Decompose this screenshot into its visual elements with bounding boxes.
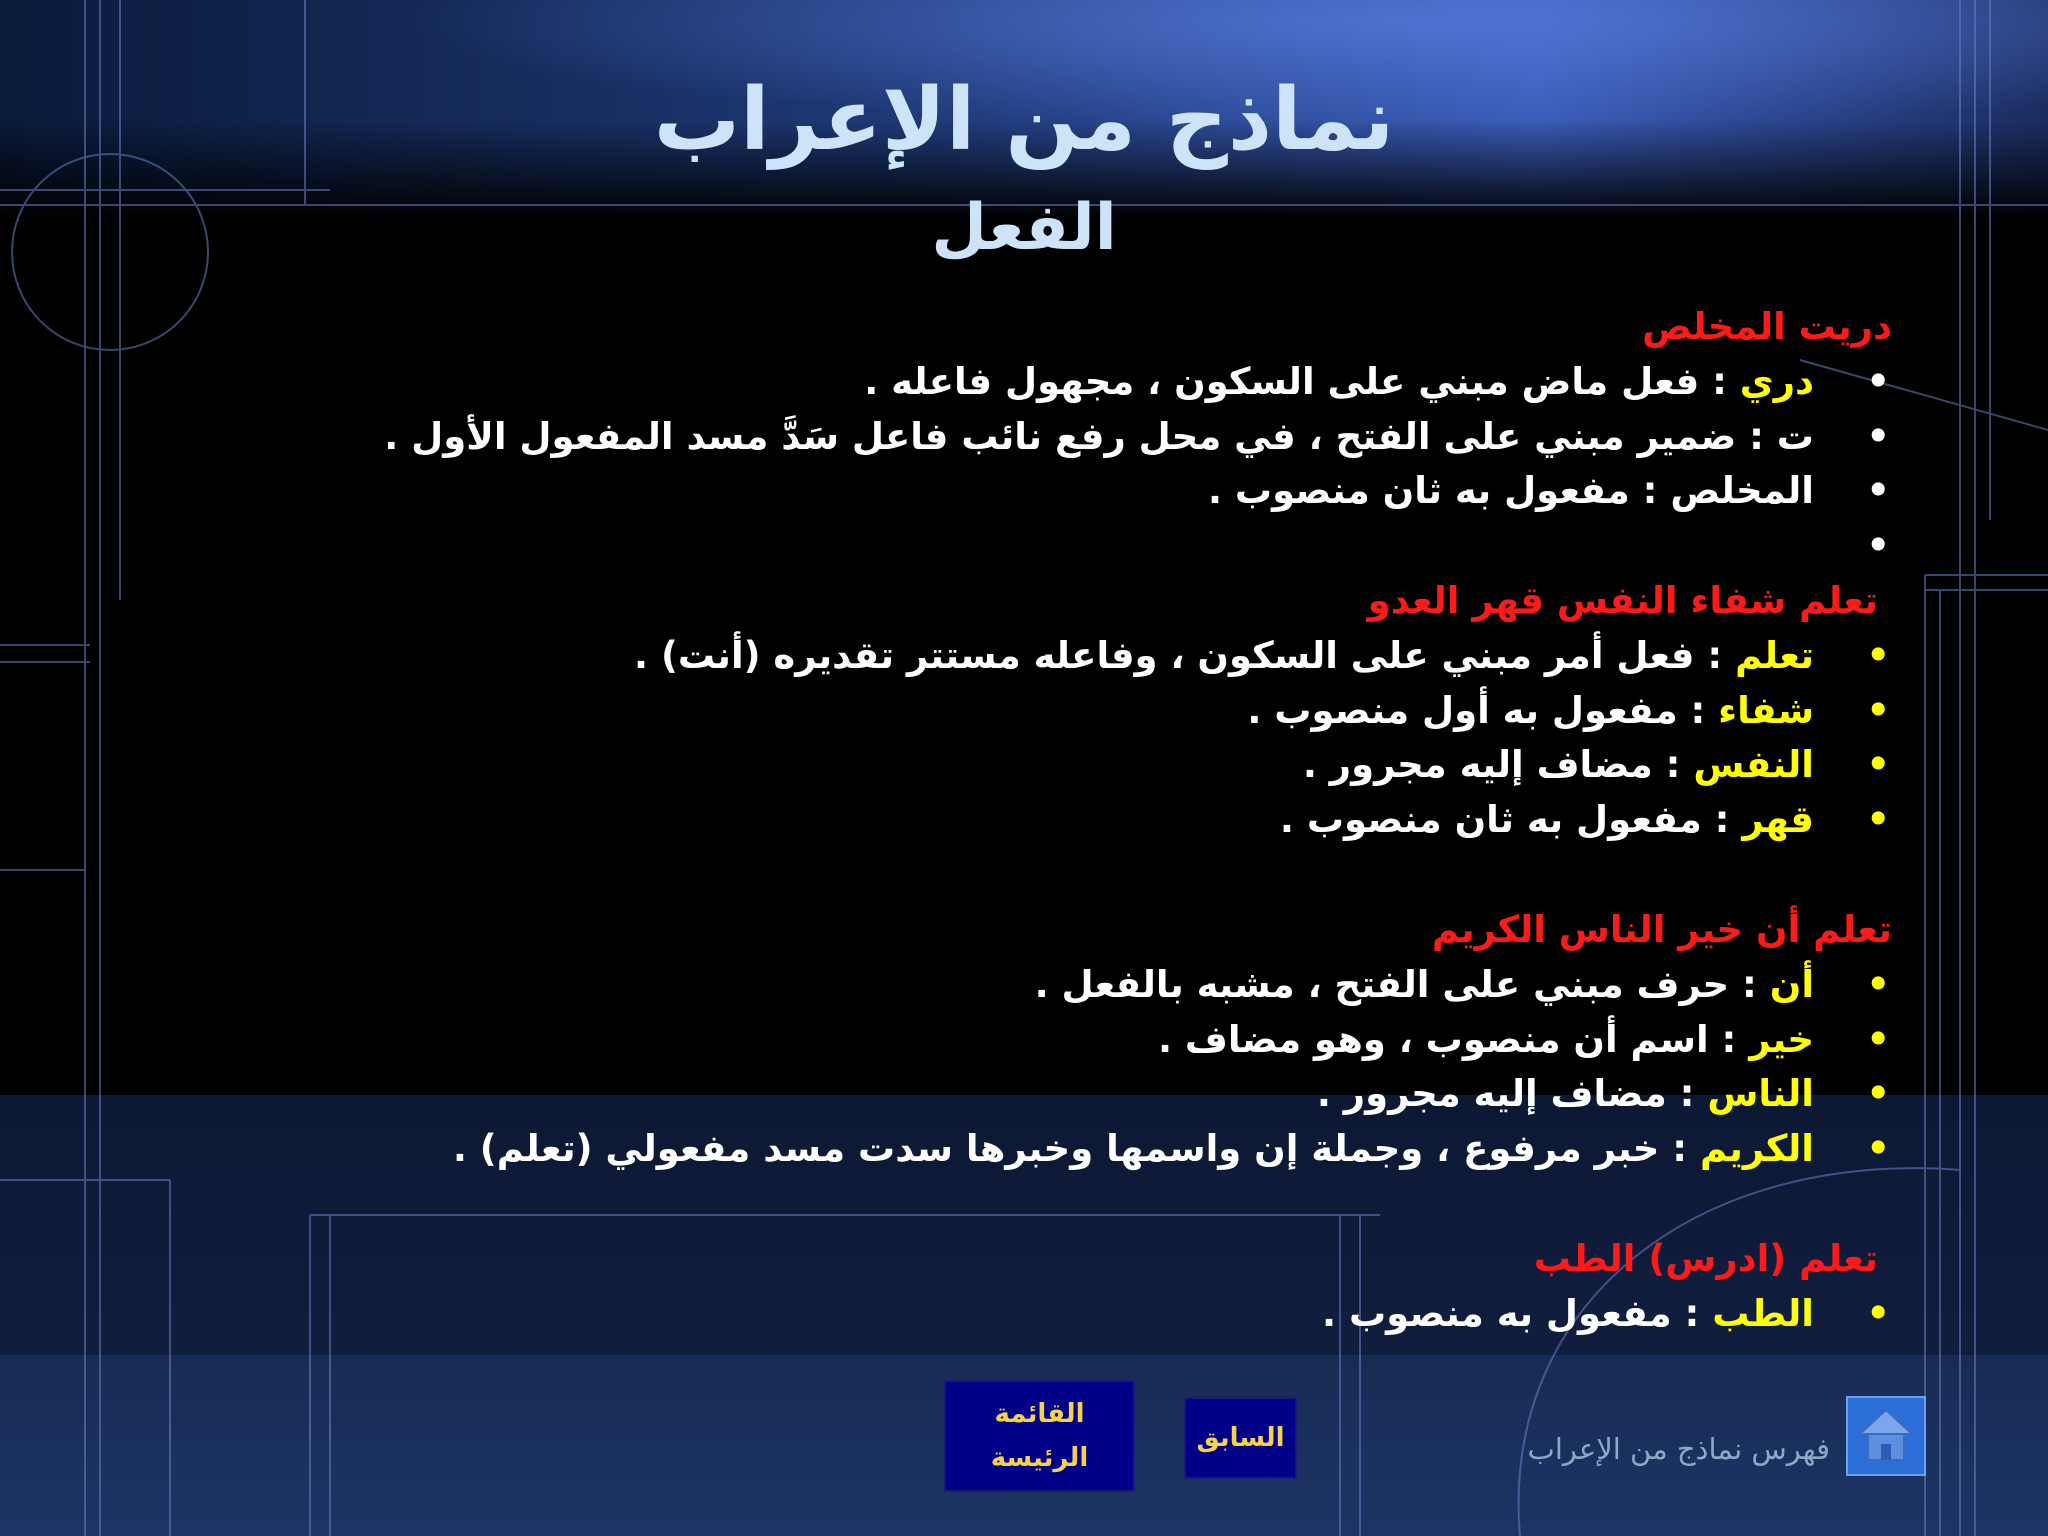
item-text: : مفعول به أول منصوب .: [1247, 688, 1719, 732]
list-item: [120, 958, 1892, 1013]
item-keyword: شفاء: [1718, 688, 1814, 732]
list-item: [120, 519, 1892, 574]
main-menu-label: [991, 1392, 1088, 1480]
index-link[interactable]: فهرس نماذج من الإعراب: [1527, 1432, 1830, 1466]
list-item: [120, 410, 1892, 465]
list-item: [120, 684, 1892, 739]
item-text: : مضاف إليه مجرور .: [1302, 743, 1694, 787]
item-text: : فعل ماض مبني على السكون ، مجهول فاعله .: [864, 359, 1740, 403]
item-text: : فعل أمر مبني على السكون ، وفاعله مستتر تقديره (أنت) .: [634, 633, 1736, 677]
spacer: [120, 1177, 1892, 1232]
main-menu-label-line1: القائمة: [994, 1399, 1085, 1429]
bullet: •: [1866, 1017, 1890, 1061]
item-text: : خبر مرفوع ، وجملة إن واسمها وخبرها سدت مسد مفعولي (تعلم) .: [452, 1127, 1700, 1171]
item-text: : حرف مبني على الفتح ، مشبه بالفعل .: [1034, 962, 1770, 1006]
item-keyword: تعلم: [1735, 633, 1814, 677]
home-icon: [1848, 1398, 1924, 1474]
bullet: •: [1866, 962, 1890, 1006]
item-keyword: الكريم: [1699, 1127, 1814, 1171]
item-keyword: النفس: [1693, 743, 1814, 787]
item-text: : مفعول به ثان منصوب .: [1279, 798, 1743, 842]
list-item: [120, 629, 1892, 684]
section-heading: دريت المخلص: [1642, 305, 1892, 348]
bullet: •: [1866, 1291, 1890, 1335]
bullet: •: [1866, 414, 1890, 458]
item-keyword: دري: [1739, 359, 1814, 403]
bullet: •: [1866, 524, 1890, 568]
item-keyword: خير: [1749, 1017, 1814, 1061]
home-button[interactable]: [1846, 1396, 1926, 1476]
list-item: [120, 1287, 1892, 1342]
bullet: •: [1866, 469, 1890, 513]
bullet: •: [1866, 1127, 1890, 1171]
bullet: •: [1866, 798, 1890, 842]
bullet: •: [1866, 359, 1890, 403]
bullet: •: [1866, 688, 1890, 732]
page-subtitle: الفعل: [931, 191, 1117, 265]
previous-button[interactable]: [1184, 1397, 1297, 1479]
list-item: [120, 1013, 1892, 1068]
item-keyword: أن: [1769, 962, 1814, 1006]
item-text: : مفعول به منصوب .: [1322, 1291, 1713, 1335]
bullet: •: [1866, 633, 1890, 677]
list-item: [120, 1122, 1892, 1177]
main-menu-button[interactable]: [944, 1380, 1135, 1492]
item-keyword: الطب: [1712, 1291, 1814, 1335]
section-heading: تعلم (ادرس) الطب: [1533, 1236, 1878, 1280]
slide-content: [120, 300, 1892, 1342]
bullet: •: [1866, 743, 1890, 787]
item-keyword: الناس: [1707, 1072, 1814, 1116]
list-item: [120, 1067, 1892, 1122]
section-heading: تعلم شفاء النفس قهر العدو: [1367, 578, 1878, 622]
list-item: [120, 464, 1892, 519]
bullet: •: [1866, 1072, 1890, 1116]
spacer: [120, 848, 1892, 903]
section-heading: تعلم أن خير الناس الكريم: [1431, 907, 1892, 951]
list-item: [120, 793, 1892, 848]
item-text: المخلص : مفعول به ثان منصوب .: [1207, 469, 1814, 513]
item-text: : اسم أن منصوب ، وهو مضاف .: [1157, 1017, 1750, 1061]
item-text: : مضاف إليه مجرور .: [1316, 1072, 1708, 1116]
page-title: نماذج من الإعراب: [653, 70, 1395, 170]
list-item: [120, 355, 1892, 410]
item-text: ت : ضمير مبني على الفتح ، في محل رفع نائب فاعل سَدَّ مسد المفعول الأول .: [384, 414, 1814, 458]
previous-label: السابق: [1196, 1423, 1285, 1453]
item-keyword: قهر: [1742, 798, 1814, 842]
list-item: [120, 738, 1892, 793]
main-menu-label-line2: الرئيسة: [990, 1443, 1089, 1473]
